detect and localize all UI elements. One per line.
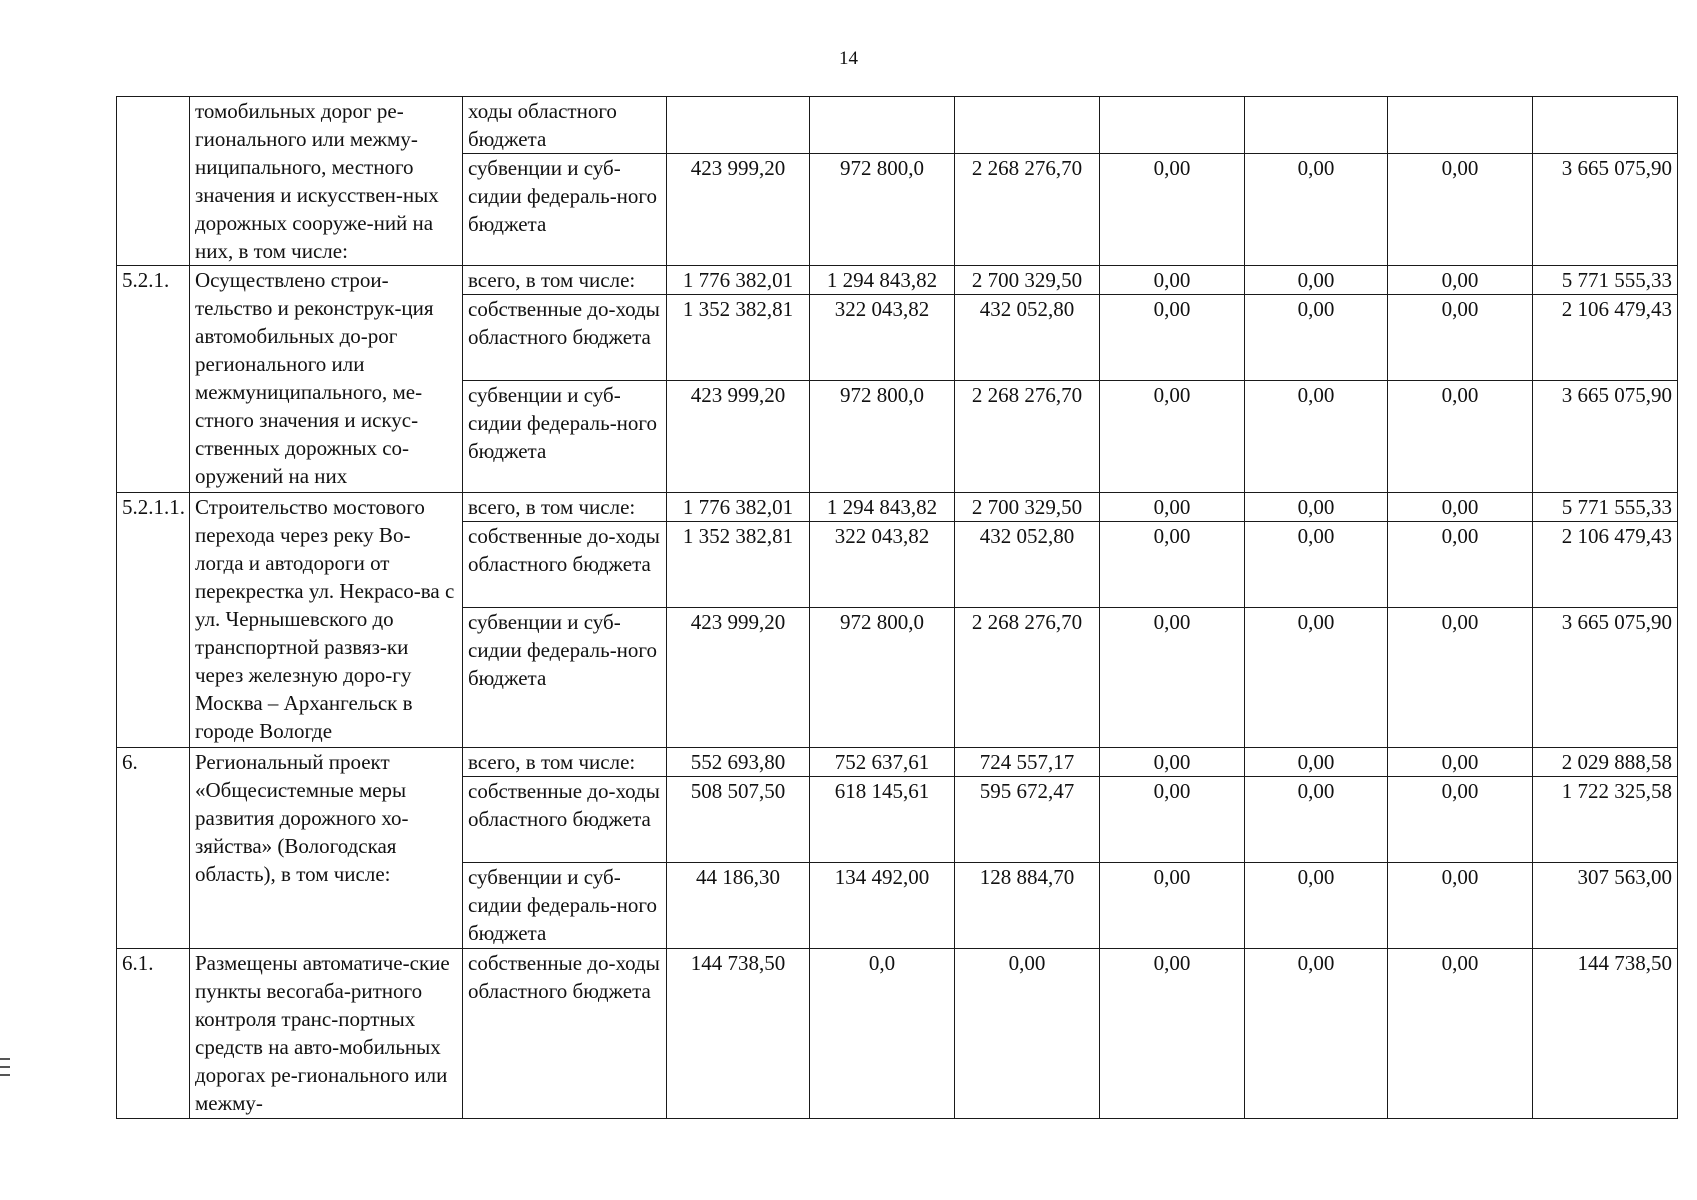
activity-name: Осуществлено строи-тельство и реконструк-ция автомобильных до-рог регионального или межмуниципального, ме-стного значения и искус-ственных дорожных со-оружений на них	[190, 266, 463, 493]
activity-name: Региональный проект «Общесистемные меры развития дорожного хо-зяйства» (Вологодская область), в том числе:	[190, 748, 463, 949]
table-row	[117, 748, 1678, 777]
row-number: 5.2.1.	[117, 266, 190, 493]
funding-source: ходы областного бюджета	[463, 97, 667, 154]
amount-cell	[1245, 97, 1388, 154]
amount-cell: 0,00	[1100, 522, 1245, 608]
funding-source: субвенции и суб-сидии федераль-ного бюджета	[463, 863, 667, 949]
row-number: 6.	[117, 748, 190, 949]
table-row	[117, 949, 1678, 1119]
amount-cell: 0,00	[1100, 381, 1245, 493]
amount-cell: 307 563,00	[1533, 863, 1678, 949]
amount-cell: 0,00	[1388, 522, 1533, 608]
amount-cell: 0,00	[1245, 493, 1388, 522]
activity-name: Размещены автоматиче-ские пункты весогаба-ритного контроля транс-портных средств на авто-мобильных дорогах ре-гионального или межму-	[190, 949, 463, 1119]
amount-cell: 0,00	[1388, 154, 1533, 266]
amount-cell: 0,00	[1100, 608, 1245, 748]
table-row	[117, 266, 1678, 295]
page-number: 14	[839, 48, 858, 69]
amount-cell: 2 106 479,43	[1533, 522, 1678, 608]
amount-cell: 144 738,50	[1533, 949, 1678, 1119]
amount-cell: 432 052,80	[955, 295, 1100, 381]
amount-cell: 0,00	[1245, 266, 1388, 295]
amount-cell: 0,00	[1388, 295, 1533, 381]
amount-cell: 1 776 382,01	[667, 266, 810, 295]
amount-cell: 1 776 382,01	[667, 493, 810, 522]
amount-cell: 2 268 276,70	[955, 608, 1100, 748]
amount-cell: 552 693,80	[667, 748, 810, 777]
activity-name: Строительство мостового перехода через реку Во-логда и автодороги от перекрестка ул. Некрасо-ва с ул. Чернышевского до транспортной развяз-ки через железную доро-гу Москва – Архангельск в городе Вологде	[190, 493, 463, 748]
row-number	[117, 97, 190, 266]
row-number: 5.2.1.1.	[117, 493, 190, 748]
amount-cell	[955, 97, 1100, 154]
amount-cell: 2 700 329,50	[955, 266, 1100, 295]
budget-table	[116, 96, 1678, 1119]
amount-cell: 0,00	[1100, 777, 1245, 863]
amount-cell	[1533, 97, 1678, 154]
amount-cell: 3 665 075,90	[1533, 154, 1678, 266]
funding-source: собственные до-ходы областного бюджета	[463, 522, 667, 608]
row-number: 6.1.	[117, 949, 190, 1119]
amount-cell: 0,00	[1245, 522, 1388, 608]
funding-source: собственные до-ходы областного бюджета	[463, 949, 667, 1119]
funding-source: субвенции и суб-сидии федераль-ного бюджета	[463, 608, 667, 748]
amount-cell	[667, 97, 810, 154]
amount-cell	[810, 97, 955, 154]
amount-cell: 2 029 888,58	[1533, 748, 1678, 777]
amount-cell: 0,00	[1388, 748, 1533, 777]
amount-cell: 0,00	[1388, 493, 1533, 522]
amount-cell	[1388, 97, 1533, 154]
funding-source: всего, в том числе:	[463, 493, 667, 522]
amount-cell: 0,00	[955, 949, 1100, 1119]
amount-cell: 423 999,20	[667, 608, 810, 748]
amount-cell: 134 492,00	[810, 863, 955, 949]
amount-cell: 972 800,0	[810, 381, 955, 493]
amount-cell: 0,00	[1100, 493, 1245, 522]
amount-cell: 0,00	[1100, 154, 1245, 266]
amount-cell: 0,0	[810, 949, 955, 1119]
funding-source: субвенции и суб-сидии федераль-ного бюджета	[463, 154, 667, 266]
amount-cell: 0,00	[1100, 949, 1245, 1119]
amount-cell: 1 352 382,81	[667, 522, 810, 608]
table-row	[117, 493, 1678, 522]
amount-cell: 322 043,82	[810, 295, 955, 381]
table-body	[117, 97, 1678, 1119]
amount-cell: 618 145,61	[810, 777, 955, 863]
amount-cell: 144 738,50	[667, 949, 810, 1119]
amount-cell: 2 268 276,70	[955, 381, 1100, 493]
amount-cell: 322 043,82	[810, 522, 955, 608]
funding-source: всего, в том числе:	[463, 748, 667, 777]
amount-cell: 0,00	[1245, 777, 1388, 863]
amount-cell: 1 722 325,58	[1533, 777, 1678, 863]
amount-cell: 423 999,20	[667, 381, 810, 493]
amount-cell: 1 294 843,82	[810, 493, 955, 522]
amount-cell: 0,00	[1100, 748, 1245, 777]
amount-cell: 44 186,30	[667, 863, 810, 949]
amount-cell: 5 771 555,33	[1533, 493, 1678, 522]
amount-cell	[1100, 97, 1245, 154]
amount-cell: 0,00	[1388, 381, 1533, 493]
funding-source: собственные до-ходы областного бюджета	[463, 777, 667, 863]
amount-cell: 0,00	[1388, 777, 1533, 863]
amount-cell: 3 665 075,90	[1533, 608, 1678, 748]
amount-cell: 1 352 382,81	[667, 295, 810, 381]
amount-cell: 752 637,61	[810, 748, 955, 777]
amount-cell: 0,00	[1388, 608, 1533, 748]
amount-cell: 724 557,17	[955, 748, 1100, 777]
amount-cell: 5 771 555,33	[1533, 266, 1678, 295]
amount-cell: 508 507,50	[667, 777, 810, 863]
amount-cell: 0,00	[1388, 266, 1533, 295]
amount-cell: 432 052,80	[955, 522, 1100, 608]
amount-cell: 423 999,20	[667, 154, 810, 266]
amount-cell: 3 665 075,90	[1533, 381, 1678, 493]
amount-cell: 2 268 276,70	[955, 154, 1100, 266]
amount-cell: 0,00	[1388, 863, 1533, 949]
amount-cell: 0,00	[1245, 949, 1388, 1119]
amount-cell: 0,00	[1245, 608, 1388, 748]
amount-cell: 0,00	[1245, 863, 1388, 949]
amount-cell: 0,00	[1100, 863, 1245, 949]
amount-cell: 0,00	[1100, 295, 1245, 381]
amount-cell: 0,00	[1245, 154, 1388, 266]
amount-cell: 595 672,47	[955, 777, 1100, 863]
amount-cell: 2 106 479,43	[1533, 295, 1678, 381]
activity-name: томобильных дорог ре-гионального или межму-ниципального, местного значения и искусствен-ных дорожных сооруже-ний на них, в том числе:	[190, 97, 463, 266]
amount-cell: 1 294 843,82	[810, 266, 955, 295]
amount-cell: 972 800,0	[810, 608, 955, 748]
margin-marks	[0, 1058, 12, 1082]
amount-cell: 972 800,0	[810, 154, 955, 266]
amount-cell: 2 700 329,50	[955, 493, 1100, 522]
funding-source: всего, в том числе:	[463, 266, 667, 295]
amount-cell: 0,00	[1100, 266, 1245, 295]
funding-source: собственные до-ходы областного бюджета	[463, 295, 667, 381]
funding-source: субвенции и суб-сидии федераль-ного бюджета	[463, 381, 667, 493]
amount-cell: 128 884,70	[955, 863, 1100, 949]
amount-cell: 0,00	[1388, 949, 1533, 1119]
amount-cell: 0,00	[1245, 381, 1388, 493]
table-row	[117, 97, 1678, 154]
amount-cell: 0,00	[1245, 748, 1388, 777]
amount-cell: 0,00	[1245, 295, 1388, 381]
